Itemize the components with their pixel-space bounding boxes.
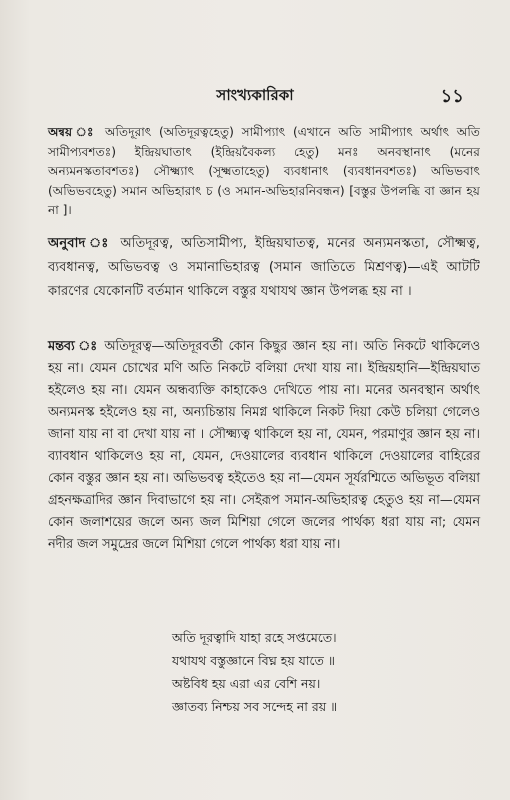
verse-block xyxy=(172,626,337,718)
mantavya-text: অতিদূরত্ব—অতিদূরবর্তী কোন কিছুর জ্ঞান হয় না। অতি নিকটে থাকিলেও হয় না। যেমন চোখের মণি অতি নিকটে বলিয়া দেখা যায় না। ইন্দ্রিয়হানি—ইন্দ্রিয়ঘাত হইলেও হয় না। যেমন অন্ধব্যক্তি কাহাকেও দেখিতে পায় না। মনের অনবস্থান অর্থাৎ অন্যমনস্ক হইলেও হয় না, অন্যচিন্তায় নিমগ্ন থাকিলে নিকট দিয়া কেউ চলিয়া গেলেও জানা যায় না বা দেখা যায় না । সৌক্ষ্ম্যত্ব থাকিলে হয় না, যেমন, পরমাণুর জ্ঞান হয় না। ব্যাবধান থাকিলেও হয় না, যেমন, দেওয়ালের ব্যবধান থাকিলে দেওয়ালের বাহিরের কোন বস্তুর জ্ঞান হয় না। অভিভবত্ব হইতেও হয় না—যেমন সূর্যরশ্মিতে অভিভূত বলিয়া গ্রহনক্ষত্রাদির জ্ঞান দিবাভাগে হয় না। সেইরূপ সমান-অভিহারত্ব হেতুও হয় না—যেমন কোন জলাশয়ের জলে অন্য জল মিশিয়া গেলে জলের পার্থক্য ধরা যায় না; যেমন নদীর জল সমুদ্রের জলে মিশিয়া গেলে পার্থক্য ধরা যায় না। xyxy=(48,339,481,552)
verse-line: অতি দূরত্বাদি যাহা রহে সপ্তমেতে। xyxy=(172,630,337,645)
verse-line: অষ্টবিধ হয় এরা এর বেশি নয়। xyxy=(172,676,321,691)
running-title: সাংখ্যকারিকা xyxy=(216,86,294,104)
page-header xyxy=(0,80,510,110)
verse-line: যথাযথ বস্তুজ্ঞানে বিঘ্ন হয় যাতে ॥ xyxy=(172,653,335,668)
anuvad-label: অনুবাদ ঃ xyxy=(48,236,113,251)
verse-line: জ্ঞাতব্য নিশ্চয় সব সন্দেহ না রয় ॥ xyxy=(172,699,338,714)
anvay-text: অতিদূরাৎ (অতিদূরত্বহেতু) সামীপ্যাৎ (এখানে অতি সামীপ্যাৎ অর্থাৎ অতি সামীপ্যবশতঃ) ইন্দ্রিয়ঘাতাৎ (ইন্দ্রিয়বৈকল্য হেতু) মনঃ অনবস্থানাৎ (মনের অন্যমনস্কতাবশতঃ) সৌক্ষ্ম্যাৎ (সূক্ষ্মতাহেতু) ব্যবধানাৎ (ব্যবধানবশতঃ) অভিভবাৎ (অভিভবহেতু) সমান অভিহারাৎ চ (ও সমান-অভিহারনিবন্ধন) [বস্তুর উপলব্ধি বা জ্ঞান হয় না ]। xyxy=(48,125,480,217)
anuvad-text: অতিদূরত্ব, অতিসামীপ্য, ইন্দ্রিয়ঘাতত্ব, মনের অন্যমনস্কতা, সৌক্ষ্মত্ব, ব্যবধানত্ব, অভিভবত্ব ও সমানাভিহারত্ব (সমান জাতিতে মিশ্রণত্ব)—এই আটটি কারণের যেকোনটি বর্তমান থাকিলে বস্তুর যথাযথ জ্ঞান উপলব্ধ হয় না । xyxy=(48,236,480,299)
page-number: ১১ xyxy=(440,86,464,107)
anvay-paragraph xyxy=(48,123,480,221)
mantavya-label: মন্তব্য ঃ xyxy=(48,339,99,354)
anvay-label: অন্বয় ঃ xyxy=(48,125,98,139)
mantavya-paragraph xyxy=(48,336,480,556)
anuvad-paragraph xyxy=(48,232,480,304)
